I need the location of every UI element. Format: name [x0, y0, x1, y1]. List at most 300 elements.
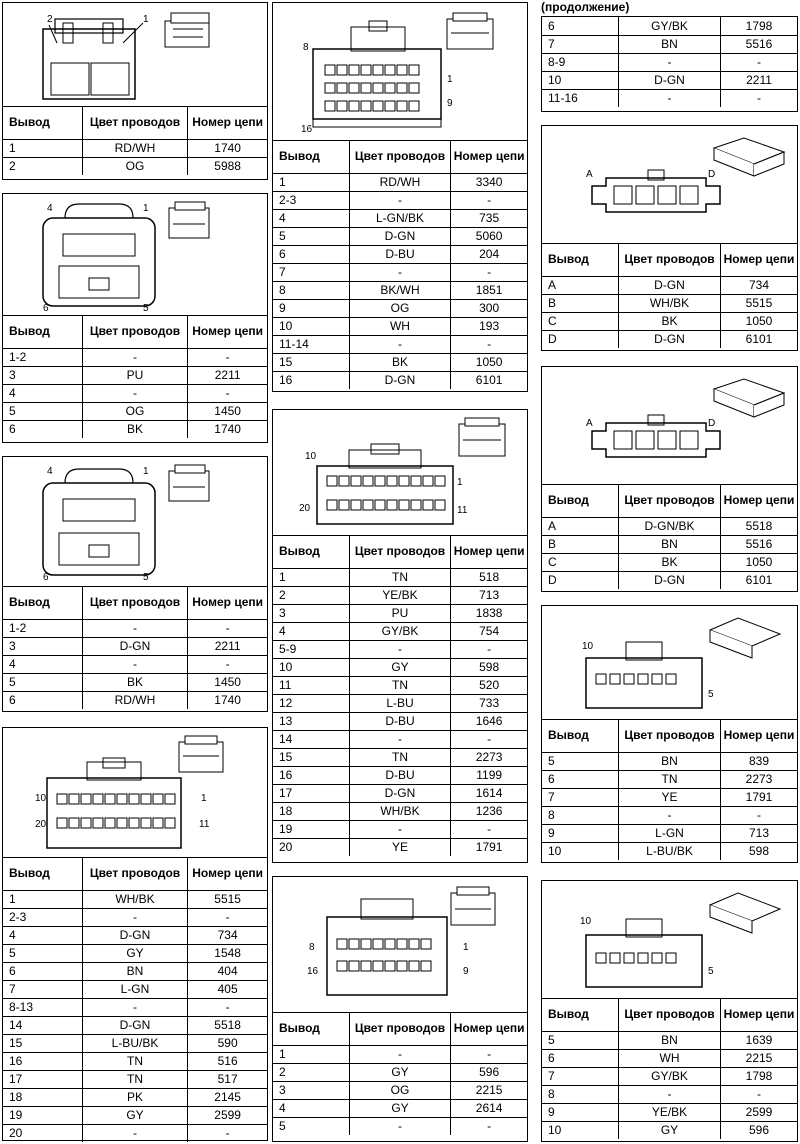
- pin-cell: 2: [3, 157, 82, 175]
- connector-card-12: [541, 880, 798, 1142]
- connector-svg: [542, 126, 797, 244]
- wire-color-cell: -: [349, 263, 451, 281]
- pin-label: 9: [447, 98, 453, 109]
- pin-cell: 7: [273, 263, 349, 281]
- pin-label: 1: [201, 793, 207, 804]
- pin-label: 1: [143, 14, 149, 25]
- table-row: [542, 1031, 797, 1049]
- circuit-cell: -: [451, 335, 527, 353]
- wire-color-cell: -: [82, 1124, 188, 1142]
- table-row: [3, 926, 267, 944]
- circuit-cell: 734: [721, 276, 798, 294]
- circuit-cell: 1050: [451, 353, 527, 371]
- pin-table: [542, 999, 797, 1139]
- pin-cell: 5: [3, 944, 82, 962]
- pin-label: 1: [463, 942, 469, 953]
- wire-color-cell: L-GN: [82, 980, 188, 998]
- wire-color-cell: WH/BK: [82, 890, 188, 908]
- table-row: [273, 1099, 527, 1117]
- header-pin: Вывод: [273, 141, 349, 173]
- circuit-cell: -: [451, 1117, 527, 1135]
- table-row: [273, 191, 527, 209]
- pin-cell: 10: [542, 842, 619, 860]
- circuit-cell: 1851: [451, 281, 527, 299]
- table-row: [273, 676, 527, 694]
- connector-card-7: [272, 876, 528, 1142]
- wire-color-cell: D-GN: [619, 571, 721, 589]
- circuit-cell: -: [451, 820, 527, 838]
- pin-table: [542, 17, 797, 107]
- table-row: [273, 820, 527, 838]
- wire-color-cell: D-BU: [349, 766, 451, 784]
- wire-color-cell: BK: [82, 673, 188, 691]
- circuit-cell: 2211: [721, 71, 798, 89]
- header-pin: Вывод: [542, 485, 619, 517]
- table-row: [3, 908, 267, 926]
- circuit-cell: -: [721, 89, 798, 107]
- table-row: [273, 730, 527, 748]
- circuit-cell: -: [451, 730, 527, 748]
- wire-color-cell: TN: [82, 1052, 188, 1070]
- circuit-cell: 5518: [721, 517, 798, 535]
- wire-color-cell: GY/BK: [619, 1067, 721, 1085]
- circuit-cell: 404: [188, 962, 267, 980]
- header-circuit: Номер цепи: [721, 999, 798, 1031]
- header-color: Цвет проводов: [82, 858, 188, 890]
- header-pin: Вывод: [542, 720, 619, 752]
- pin-cell: 8-9: [542, 53, 619, 71]
- pin-cell: 5: [542, 752, 619, 770]
- table-row: [273, 245, 527, 263]
- circuit-cell: 2211: [188, 366, 267, 384]
- wire-color-cell: WH/BK: [349, 802, 451, 820]
- wire-color-cell: BN: [619, 1031, 721, 1049]
- wire-color-cell: -: [82, 998, 188, 1016]
- pin-label: 20: [35, 819, 47, 830]
- circuit-cell: -: [451, 191, 527, 209]
- pin-cell: C: [542, 312, 619, 330]
- circuit-cell: 2614: [451, 1099, 527, 1117]
- circuit-cell: 193: [451, 317, 527, 335]
- table-row: [273, 1045, 527, 1063]
- table-row: [273, 1063, 527, 1081]
- wire-color-cell: TN: [619, 770, 721, 788]
- circuit-cell: -: [188, 619, 267, 637]
- wire-color-cell: TN: [82, 1070, 188, 1088]
- circuit-cell: 839: [721, 752, 798, 770]
- wire-color-cell: D-GN: [349, 371, 451, 389]
- pin-table: [3, 316, 267, 438]
- header-circuit: Номер цепи: [188, 587, 267, 619]
- circuit-cell: 1791: [721, 788, 798, 806]
- table-row: [273, 766, 527, 784]
- wire-color-cell: TN: [349, 676, 451, 694]
- pin-cell: 6: [3, 962, 82, 980]
- table-row: [273, 317, 527, 335]
- connector-svg: [3, 194, 267, 316]
- pin-cell: 9: [273, 299, 349, 317]
- pin-cell: B: [542, 294, 619, 312]
- pin-cell: B: [542, 535, 619, 553]
- wire-color-cell: YE/BK: [619, 1103, 721, 1121]
- circuit-cell: 1199: [451, 766, 527, 784]
- table-row: [3, 673, 267, 691]
- wire-color-cell: -: [619, 89, 721, 107]
- connector-card-9: [541, 125, 798, 351]
- circuit-cell: 735: [451, 209, 527, 227]
- header-color: Цвет проводов: [619, 485, 721, 517]
- circuit-cell: 5518: [188, 1016, 267, 1034]
- wire-color-cell: GY: [349, 1063, 451, 1081]
- table-row: [273, 784, 527, 802]
- circuit-cell: 2273: [451, 748, 527, 766]
- connector-card-2: [2, 193, 268, 443]
- circuit-cell: 517: [188, 1070, 267, 1088]
- table-row: [542, 71, 797, 89]
- table-row: [3, 402, 267, 420]
- pin-cell: 4: [3, 655, 82, 673]
- circuit-cell: 1740: [188, 691, 267, 709]
- table-row: [3, 1124, 267, 1142]
- header-pin: Вывод: [3, 107, 82, 139]
- pin-cell: 19: [273, 820, 349, 838]
- table-header: [3, 858, 267, 890]
- wire-color-cell: RD/WH: [82, 139, 188, 157]
- pin-cell: 15: [273, 748, 349, 766]
- wire-color-cell: -: [349, 820, 451, 838]
- circuit-cell: -: [188, 384, 267, 402]
- circuit-cell: 1548: [188, 944, 267, 962]
- table-header: [542, 244, 797, 276]
- wire-color-cell: D-GN: [349, 227, 451, 245]
- connector-svg: [542, 606, 797, 720]
- pin-label: 16: [301, 124, 313, 135]
- connector-drawing: [542, 881, 797, 999]
- pin-cell: A: [542, 276, 619, 294]
- wire-color-cell: BK: [619, 312, 721, 330]
- circuit-cell: 405: [188, 980, 267, 998]
- pin-cell: 8: [542, 806, 619, 824]
- table-row: [542, 770, 797, 788]
- pin-cell: 13: [273, 712, 349, 730]
- pin-label: D: [708, 169, 716, 180]
- wire-color-cell: -: [349, 335, 451, 353]
- pin-table: [273, 536, 527, 856]
- table-header: [542, 720, 797, 752]
- wire-color-cell: GY: [349, 658, 451, 676]
- pin-cell: 16: [3, 1052, 82, 1070]
- pin-cell: 1: [3, 139, 82, 157]
- table-row: [273, 604, 527, 622]
- wire-color-cell: GY: [619, 1121, 721, 1139]
- wire-color-cell: L-GN/BK: [349, 209, 451, 227]
- wire-color-cell: BN: [82, 962, 188, 980]
- circuit-cell: 1614: [451, 784, 527, 802]
- circuit-cell: 1236: [451, 802, 527, 820]
- circuit-cell: -: [721, 53, 798, 71]
- table-row: [542, 1049, 797, 1067]
- table-row: [273, 838, 527, 856]
- header-pin: Вывод: [3, 587, 82, 619]
- connector-drawing: [3, 194, 267, 316]
- wire-color-cell: BK: [619, 553, 721, 571]
- wire-color-cell: OG: [82, 402, 188, 420]
- pin-cell: 4: [273, 209, 349, 227]
- circuit-cell: -: [188, 348, 267, 366]
- pin-cell: 5: [542, 1031, 619, 1049]
- pin-cell: 5-9: [273, 640, 349, 658]
- wire-color-cell: PU: [82, 366, 188, 384]
- table-row: [273, 353, 527, 371]
- pin-cell: 4: [273, 622, 349, 640]
- table-row: [542, 806, 797, 824]
- wire-color-cell: BK: [349, 353, 451, 371]
- wire-color-cell: D-GN: [82, 926, 188, 944]
- wire-color-cell: PK: [82, 1088, 188, 1106]
- table-row: [3, 348, 267, 366]
- pin-cell: C: [542, 553, 619, 571]
- pin-cell: 6: [542, 17, 619, 35]
- pin-cell: 4: [3, 384, 82, 402]
- pin-cell: 11-16: [542, 89, 619, 107]
- circuit-cell: 1798: [721, 17, 798, 35]
- pin-table: [3, 107, 267, 175]
- pin-label: 1: [143, 203, 149, 214]
- circuit-cell: 3340: [451, 173, 527, 191]
- table-header: [542, 485, 797, 517]
- wire-color-cell: -: [82, 619, 188, 637]
- circuit-cell: 2599: [721, 1103, 798, 1121]
- pin-label: 20: [299, 503, 311, 514]
- pin-label: 10: [35, 793, 47, 804]
- pin-cell: 14: [3, 1016, 82, 1034]
- circuit-cell: 1050: [721, 553, 798, 571]
- table-row: [273, 568, 527, 586]
- circuit-cell: 1450: [188, 673, 267, 691]
- pin-cell: 7: [542, 1067, 619, 1085]
- pin-label: 11: [199, 819, 210, 830]
- wire-color-cell: L-BU/BK: [82, 1034, 188, 1052]
- header-pin: Вывод: [542, 999, 619, 1031]
- circuit-cell: 300: [451, 299, 527, 317]
- pin-cell: 4: [3, 926, 82, 944]
- pin-cell: D: [542, 571, 619, 589]
- pin-table: [3, 587, 267, 709]
- wire-color-cell: L-BU/BK: [619, 842, 721, 860]
- table-row: [542, 53, 797, 71]
- table-header: [273, 141, 527, 173]
- pin-cell: 16: [273, 766, 349, 784]
- circuit-cell: 518: [451, 568, 527, 586]
- circuit-cell: -: [188, 1124, 267, 1142]
- header-circuit: Номер цепи: [188, 316, 267, 348]
- table-row: [3, 384, 267, 402]
- pin-cell: D: [542, 330, 619, 348]
- header-circuit: Номер цепи: [721, 720, 798, 752]
- table-row: [273, 299, 527, 317]
- circuit-cell: 2215: [451, 1081, 527, 1099]
- circuit-cell: 598: [451, 658, 527, 676]
- wire-color-cell: D-GN: [82, 1016, 188, 1034]
- pin-cell: 8: [273, 281, 349, 299]
- pin-cell: 1: [3, 890, 82, 908]
- table-row: [3, 1034, 267, 1052]
- circuit-cell: 1838: [451, 604, 527, 622]
- pin-label: A: [586, 169, 593, 180]
- circuit-cell: 596: [451, 1063, 527, 1081]
- pin-label: 10: [582, 641, 594, 652]
- header-pin: Вывод: [273, 536, 349, 568]
- connector-card-3: [2, 456, 268, 712]
- wire-color-cell: BN: [619, 35, 721, 53]
- pin-cell: 3: [3, 366, 82, 384]
- wire-color-cell: D-GN: [349, 784, 451, 802]
- pin-cell: 7: [3, 980, 82, 998]
- header-color: Цвет проводов: [349, 1013, 451, 1045]
- circuit-cell: 5988: [188, 157, 267, 175]
- table-header: [3, 587, 267, 619]
- pin-label: 5: [143, 303, 149, 314]
- wire-color-cell: RD/WH: [349, 173, 451, 191]
- wire-color-cell: RD/WH: [82, 691, 188, 709]
- pin-cell: 15: [273, 353, 349, 371]
- circuit-cell: 204: [451, 245, 527, 263]
- table-row: [273, 371, 527, 389]
- table-row: [542, 294, 797, 312]
- pin-cell: 6: [542, 770, 619, 788]
- table-row: [273, 658, 527, 676]
- pin-cell: 5: [3, 673, 82, 691]
- wire-color-cell: -: [82, 348, 188, 366]
- wire-color-cell: L-GN: [619, 824, 721, 842]
- circuit-cell: 2145: [188, 1088, 267, 1106]
- connector-svg: [542, 367, 797, 485]
- circuit-cell: 6101: [721, 571, 798, 589]
- table-row: [273, 281, 527, 299]
- pin-cell: 18: [273, 802, 349, 820]
- connector-card-8: [541, 16, 798, 112]
- connector-svg: [3, 3, 267, 107]
- connector-card-10: [541, 366, 798, 592]
- table-row: [273, 586, 527, 604]
- circuit-cell: 1646: [451, 712, 527, 730]
- table-row: [3, 691, 267, 709]
- pin-label: 6: [43, 572, 49, 583]
- table-row: [542, 788, 797, 806]
- pin-cell: 15: [3, 1034, 82, 1052]
- pin-cell: 18: [3, 1088, 82, 1106]
- table-row: [3, 619, 267, 637]
- table-row: [273, 173, 527, 191]
- table-row: [3, 998, 267, 1016]
- wire-color-cell: BK/WH: [349, 281, 451, 299]
- connector-drawing: [3, 3, 267, 107]
- pin-cell: 7: [542, 35, 619, 53]
- circuit-cell: 5516: [721, 535, 798, 553]
- pin-label: 16: [307, 966, 319, 977]
- pin-label: 10: [305, 451, 317, 462]
- wire-color-cell: -: [349, 191, 451, 209]
- header-circuit: Номер цепи: [188, 107, 267, 139]
- connector-drawing: [273, 877, 527, 1013]
- wire-color-cell: BK: [82, 420, 188, 438]
- wire-color-cell: GY/BK: [349, 622, 451, 640]
- table-row: [542, 1085, 797, 1103]
- pin-label: 11: [457, 505, 468, 516]
- circuit-cell: 1798: [721, 1067, 798, 1085]
- table-header: [3, 316, 267, 348]
- pin-label: 9: [463, 966, 469, 977]
- pin-label: 5: [708, 966, 714, 977]
- connector-drawing: [273, 3, 527, 141]
- table-row: [273, 622, 527, 640]
- circuit-cell: -: [188, 998, 267, 1016]
- pin-label: D: [708, 418, 716, 429]
- table-row: [3, 637, 267, 655]
- wire-color-cell: TN: [349, 748, 451, 766]
- connector-drawing: [273, 410, 527, 536]
- wire-color-cell: D-GN/BK: [619, 517, 721, 535]
- header-color: Цвет проводов: [349, 141, 451, 173]
- table-row: [273, 802, 527, 820]
- wire-color-cell: D-BU: [349, 245, 451, 263]
- header-circuit: Номер цепи: [721, 244, 798, 276]
- pin-table: [273, 141, 527, 389]
- connector-card-6: [272, 409, 528, 863]
- header-pin: Вывод: [3, 316, 82, 348]
- wire-color-cell: -: [619, 53, 721, 71]
- header-color: Цвет проводов: [619, 720, 721, 752]
- circuit-cell: -: [451, 263, 527, 281]
- circuit-cell: 1050: [721, 312, 798, 330]
- pin-cell: 11: [273, 676, 349, 694]
- pin-cell: 10: [542, 1121, 619, 1139]
- pin-table: [3, 858, 267, 1142]
- pin-cell: 10: [273, 317, 349, 335]
- wire-color-cell: L-BU: [349, 694, 451, 712]
- wire-color-cell: YE: [619, 788, 721, 806]
- table-row: [3, 1052, 267, 1070]
- wire-color-cell: -: [349, 1045, 451, 1063]
- circuit-cell: 1740: [188, 420, 267, 438]
- circuit-cell: 6101: [721, 330, 798, 348]
- wire-color-cell: D-GN: [619, 71, 721, 89]
- connector-card-5: [272, 2, 528, 392]
- wire-color-cell: BN: [619, 535, 721, 553]
- table-row: [542, 1121, 797, 1139]
- pin-label: 4: [47, 203, 53, 214]
- wire-color-cell: D-GN: [619, 330, 721, 348]
- table-row: [3, 1088, 267, 1106]
- table-row: [3, 157, 267, 175]
- pin-cell: 19: [3, 1106, 82, 1124]
- circuit-cell: 733: [451, 694, 527, 712]
- circuit-cell: -: [451, 640, 527, 658]
- table-row: [542, 553, 797, 571]
- wire-color-cell: WH/BK: [619, 294, 721, 312]
- wire-color-cell: D-BU: [349, 712, 451, 730]
- wire-color-cell: GY: [349, 1099, 451, 1117]
- table-row: [542, 571, 797, 589]
- connector-card-4: [2, 727, 268, 1141]
- circuit-cell: 1740: [188, 139, 267, 157]
- table-row: [3, 139, 267, 157]
- pin-cell: 3: [3, 637, 82, 655]
- pin-label: 4: [47, 466, 53, 477]
- header-color: Цвет проводов: [349, 536, 451, 568]
- wire-color-cell: -: [349, 1117, 451, 1135]
- pin-cell: 11-14: [273, 335, 349, 353]
